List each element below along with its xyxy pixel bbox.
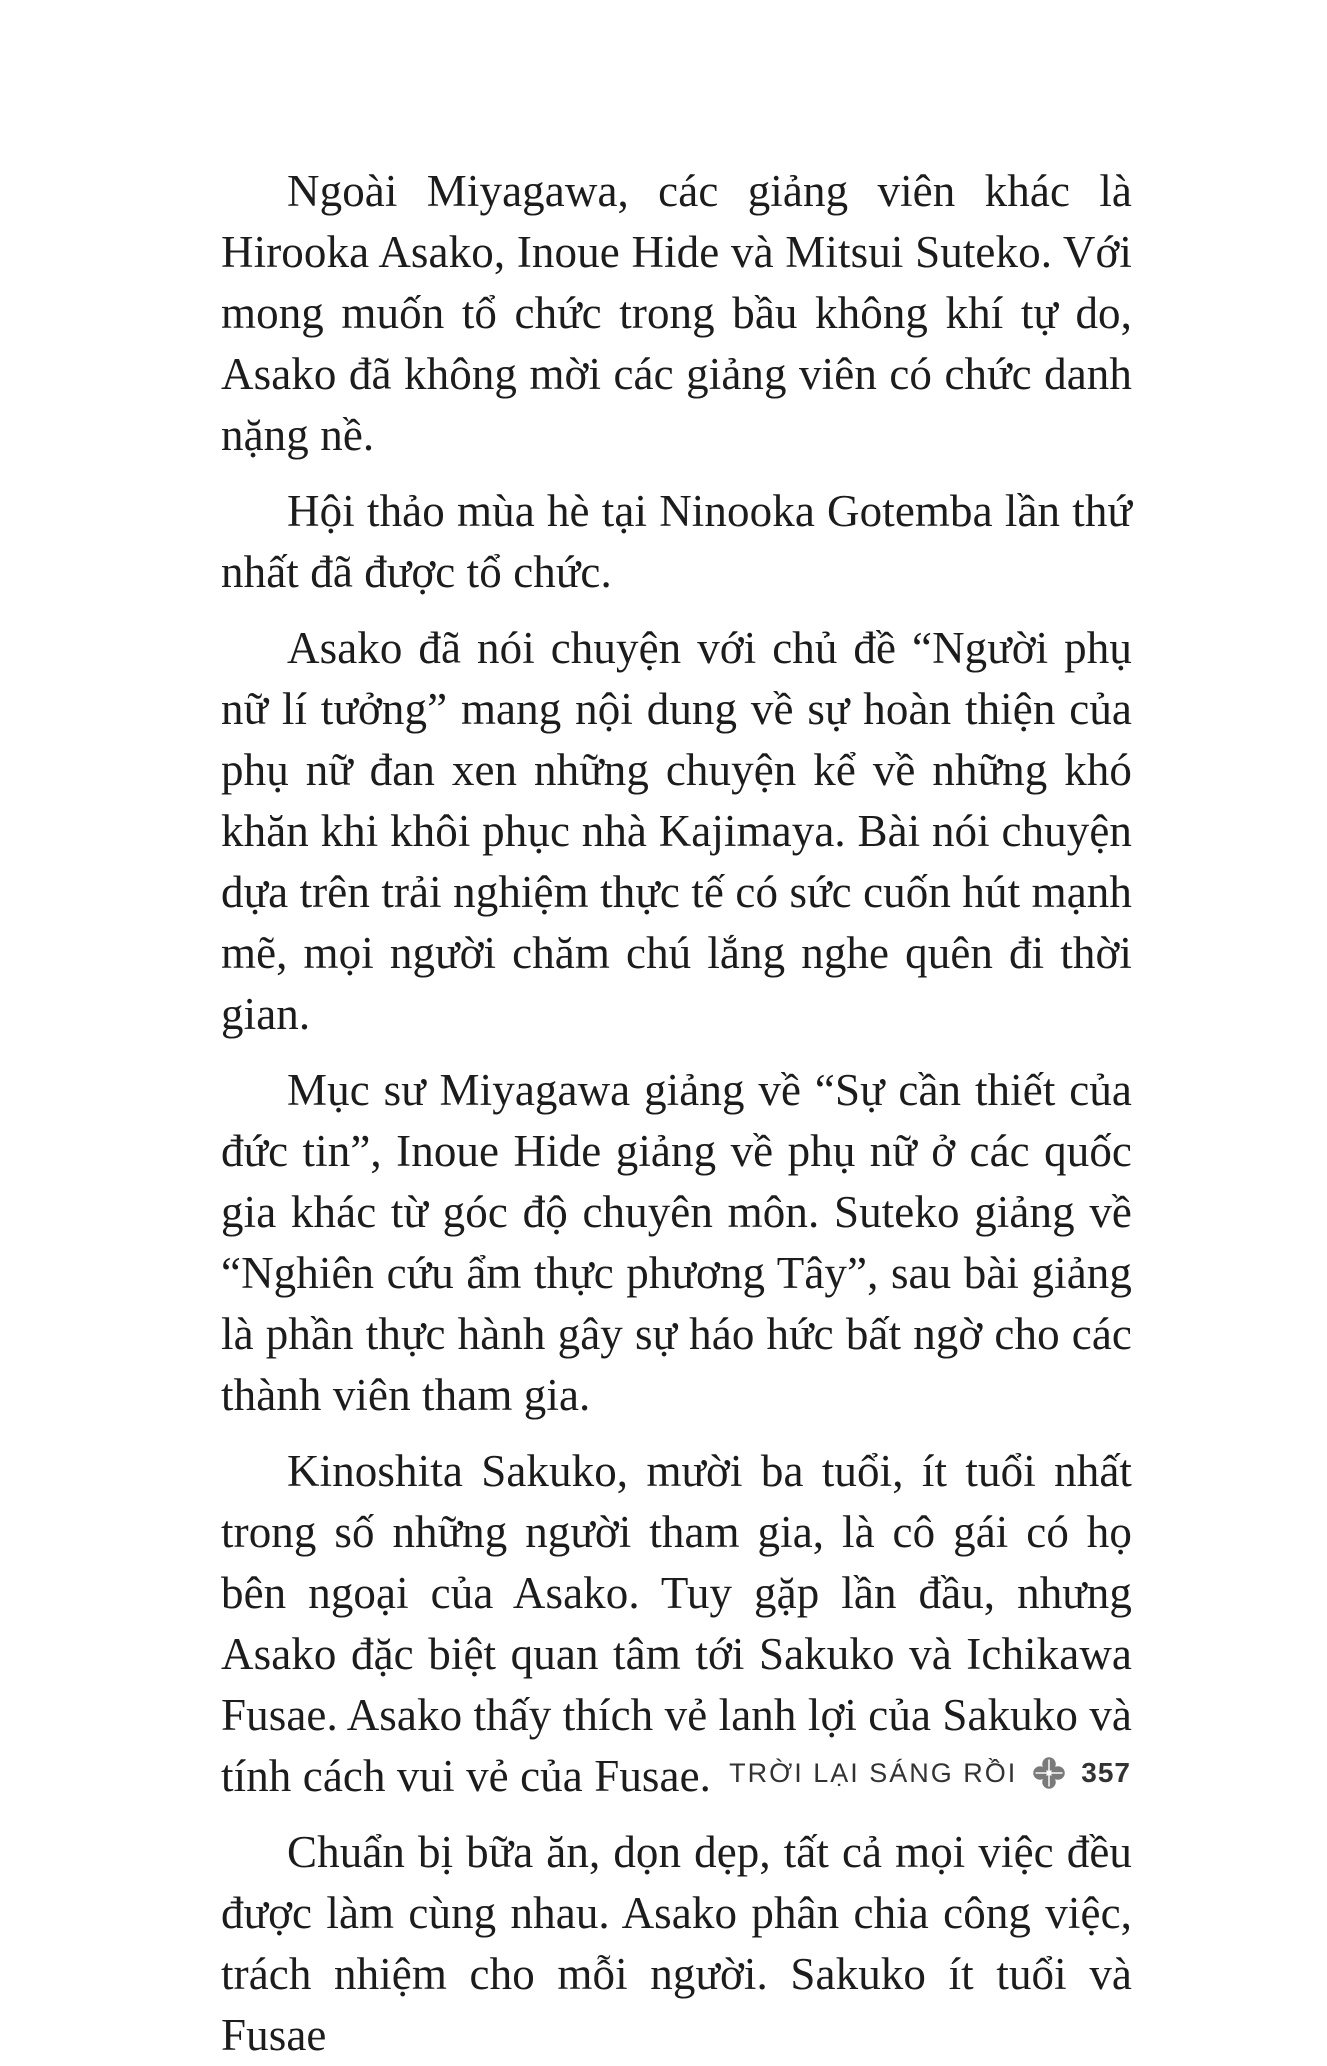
paragraph-2: Hội thảo mùa hè tại Ninooka Gotemba lần thứ nhất đã được tổ chức. <box>221 486 1132 597</box>
clover-icon <box>1031 1755 1067 1791</box>
paragraph-3: Asako đã nói chuyện với chủ đề “Người phụ nữ lí tưởng” mang nội dung về sự hoàn thiện của phụ nữ đan xen những chuyện kể về những khó khăn khi khôi phục nhà Kajimaya. Bài nói chuyện dựa trên trải nghiệm thực tế có sức cuốn hút mạnh mẽ, mọi người chăm chú lắng nghe quên đi thời gian. <box>221 623 1132 1039</box>
paragraph-4: Mục sư Miyagawa giảng về “Sự cần thiết của đức tin”, Inoue Hide giảng về phụ nữ ở các quốc gia khác từ góc độ chuyên môn. Suteko giảng về “Nghiên cứu ẩm thực phương Tây”, sau bài giảng là phần thực hành gây sự háo hức bất ngờ cho các thành viên tham gia. <box>221 1065 1132 1420</box>
paragraph-6: Chuẩn bị bữa ăn, dọn dẹp, tất cả mọi việc đều được làm cùng nhau. Asako phân chia công việc, trách nhiệm cho mỗi người. Sakuko ít tuổi và Fusae <box>221 1827 1132 2060</box>
running-footer <box>729 1753 1131 1793</box>
book-title: TRỜI LẠI SÁNG RỒI <box>729 1757 1018 1788</box>
paragraph-1: Ngoài Miyagawa, các giảng viên khác là Hirooka Asako, Inoue Hide và Mitsui Suteko. Với mong muốn tổ chức trong bầu không khí tự do, Asako đã không mời các giảng viên có chức danh nặng nề. <box>221 166 1132 460</box>
paragraph-5: Kinoshita Sakuko, mười ba tuổi, ít tuổi nhất trong số những người tham gia, là cô gái có họ bên ngoại của Asako. Tuy gặp lần đầu, nhưng Asako đặc biệt quan tâm tới Sakuko và Ichikawa Fusae. Asako thấy thích vẻ lanh lợi của Sakuko và tính cách vui vẻ của Fusae. <box>221 1446 1133 1801</box>
page-number: 357 <box>1081 1757 1131 1788</box>
